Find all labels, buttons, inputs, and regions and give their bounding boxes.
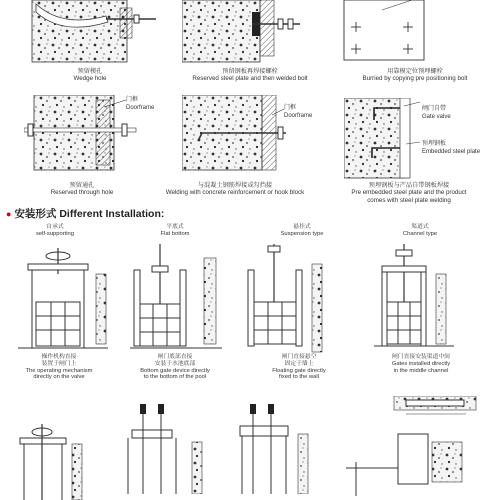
- concrete-welding-diagram: [182, 95, 292, 175]
- gate-flat-bottom-diagram: [130, 244, 225, 354]
- install-type-flat-bottom: 平底式 Flat bottom: [160, 224, 190, 237]
- install-type-self-supporting: 自承式 self-supporting: [35, 224, 75, 237]
- bullet-icon: ●: [6, 209, 12, 219]
- install-caption-suspension: 闸门直接悬空 固定于墙上 Floating gate directly fixed to the wall: [272, 354, 326, 381]
- wedge-hole-diagram: [22, 0, 162, 68]
- embed-caption-welded-bolt: 预留钢板再焊接螺栓 Reserved steel plate and then welded bolt: [192, 68, 308, 83]
- gate-bottom-1-diagram: [14, 410, 94, 500]
- installation-section-title: ● 安装形式 Different Installation:: [6, 208, 165, 220]
- gate-channel-diagram: [374, 244, 469, 354]
- copying-bolt-diagram: [342, 0, 432, 66]
- embedded-plate-diagram: [344, 98, 424, 182]
- embed-caption-wedge-hole: 预留楔孔 Wedge hole: [73, 68, 107, 83]
- embedded-plate-label: 预埋钢板 Embedded steel plate: [422, 141, 481, 155]
- install-caption-self-supporting: 操作机构直接 装置于闸门上 The operating mechanism directly on the valve: [25, 354, 93, 381]
- embed-caption-copying-bolt: 用靠模定位预埋螺栓 Burried by copying pre positioning bolt: [362, 68, 468, 83]
- install-type-channel: 渠道式 Channel type: [402, 224, 438, 237]
- embed-caption-concrete-welding: 与混凝土钢筋焊接或勾挡接 Welding with concrete reinforcement or hook block: [165, 182, 305, 197]
- welded-bolt-diagram: [182, 0, 312, 68]
- embed-caption-through-hole: 预留通孔 Reserved through hole: [50, 182, 114, 197]
- install-caption-channel: 闸门直接安装渠道中间 Gates installed directly in the middle channel: [391, 354, 451, 374]
- gate-self-supporting-diagram: [18, 244, 113, 354]
- gate-valve-label: 闸门自带 Gate valve: [422, 106, 451, 120]
- install-caption-flat-bottom: 闸门底部直接 安装于水池底部 Bottom gate device directly to the bottom of the pool: [140, 354, 210, 381]
- gate-bottom-4-plan-diagram: [346, 396, 496, 496]
- gate-bottom-2-diagram: [122, 404, 212, 494]
- doorframe-label-1: 门框 Doorframe: [126, 97, 155, 111]
- gate-suspension-diagram: [246, 244, 341, 354]
- install-type-suspension: 悬挂式 Suspension type: [280, 224, 324, 237]
- doorframe-label-2: 门框 Doorframe: [284, 105, 313, 119]
- gate-bottom-3-diagram: [236, 404, 326, 494]
- embed-caption-embedded-plate: 预埋钢板与产品自带钢板焊接 Pre embedded steel plate and the product comes with steel plate welding: [351, 182, 467, 204]
